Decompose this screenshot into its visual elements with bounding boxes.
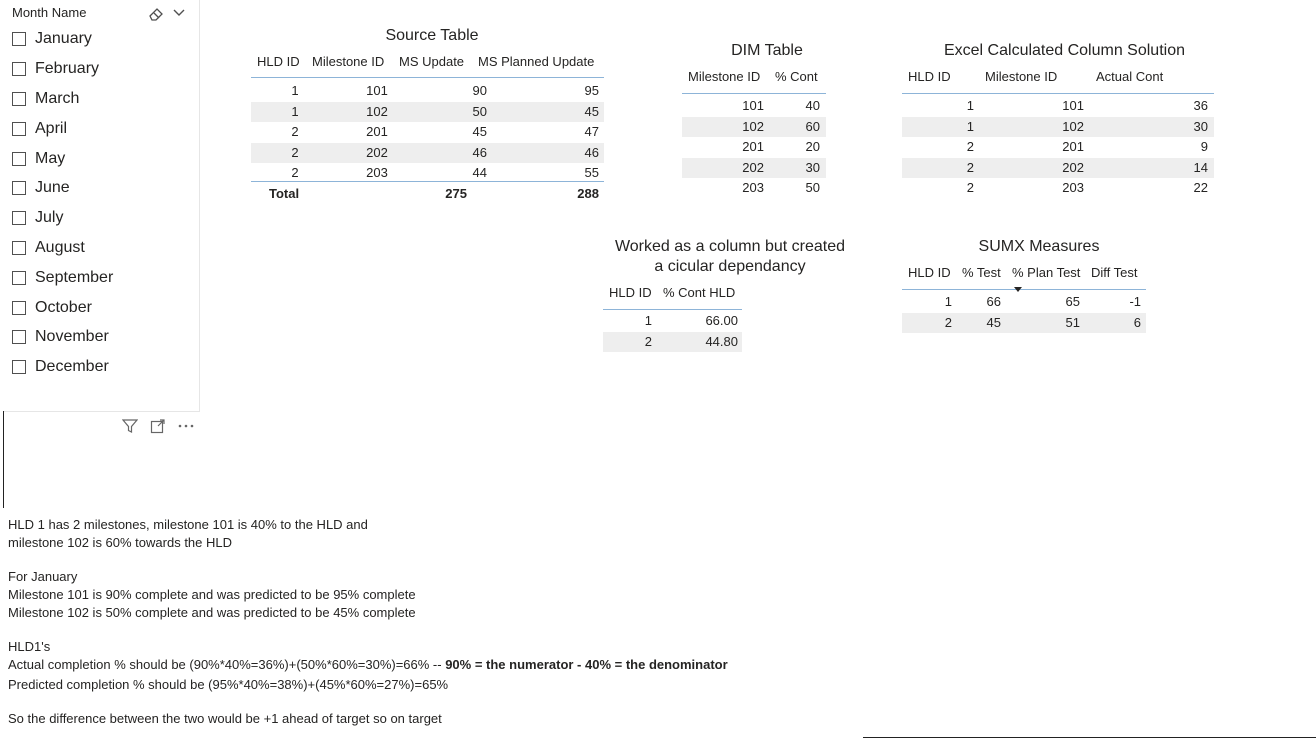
column-header[interactable]: MS Update [399, 54, 465, 69]
slicer-item-label: May [35, 150, 66, 167]
table-cell: 1 [966, 98, 974, 113]
table-cell: 203 [1062, 180, 1084, 196]
table-cell: 2 [966, 139, 974, 155]
slicer-item-label: March [35, 90, 80, 107]
slicer-item-label: December [35, 358, 109, 375]
slicer-item-label: April [35, 120, 68, 137]
table-cell: 60 [805, 118, 820, 134]
table-cell: 2 [944, 314, 952, 330]
table-cell: 51 [1065, 314, 1080, 330]
table-cell: 14 [1193, 159, 1208, 175]
checkbox[interactable] [12, 62, 26, 76]
column-table-title-1: Worked as a column but created [614, 238, 846, 255]
focus-mode-icon[interactable] [150, 418, 166, 439]
header-underline [603, 309, 742, 310]
table-cell: 101 [742, 98, 764, 113]
table-cell: 203 [742, 180, 764, 196]
table-cell: 1 [291, 83, 299, 98]
table-cell: 44 [472, 165, 487, 181]
table-cell: 44.80 [705, 333, 738, 349]
table-cell: 45 [986, 314, 1001, 330]
column-header[interactable]: HLD ID [908, 265, 951, 280]
column-header[interactable]: MS Planned Update [478, 54, 595, 69]
column-header[interactable]: % Test [962, 265, 1001, 280]
dim-table-title: DIM Table [731, 42, 803, 59]
slicer-item-april[interactable] [12, 118, 67, 140]
sort-descending-icon[interactable] [1013, 280, 1023, 298]
source-table-title: Source Table [385, 27, 479, 44]
note-line-4: Milestone 101 is 90% complete and was predicted to be 95% complete [8, 587, 416, 602]
checkbox[interactable] [12, 152, 26, 166]
excel-table-title: Excel Calculated Column Solution [943, 42, 1185, 59]
slicer-item-label: June [35, 179, 70, 196]
slicer-item-label: July [35, 209, 64, 226]
slicer-item-label: February [35, 60, 100, 77]
table-cell: 202 [1062, 159, 1084, 175]
slicer-item-label: January [35, 30, 92, 47]
slicer-item-label: October [35, 299, 92, 316]
table-cell: 203 [366, 165, 388, 181]
table-cell: 2 [966, 159, 974, 175]
note-line-5: Milestone 102 is 50% complete and was predicted to be 45% complete [8, 605, 416, 620]
column-header[interactable]: Milestone ID [688, 69, 761, 84]
slicer-item-june[interactable] [12, 177, 70, 199]
column-header[interactable]: Diff Test [1091, 265, 1138, 280]
table-cell: 202 [742, 159, 764, 175]
total-ms-planned: 288 [577, 186, 599, 201]
header-underline [902, 289, 1146, 290]
slicer-item-january[interactable] [12, 28, 92, 50]
note-line-7-bold: 90% = the numerator - 40% = the denominator [445, 657, 728, 672]
sumx-table-title: SUMX Measures [978, 238, 1100, 255]
note-line-2: milestone 102 is 60% towards the HLD [8, 535, 233, 550]
table-cell: 1 [291, 103, 299, 119]
note-line-7 [8, 657, 728, 672]
table-cell: 50 [472, 103, 487, 119]
checkbox[interactable] [12, 122, 26, 136]
column-header[interactable]: Milestone ID [312, 54, 385, 69]
header-underline [902, 93, 1214, 94]
table-cell: 46 [472, 144, 487, 160]
table-cell: 201 [742, 139, 764, 155]
checkbox[interactable] [12, 32, 26, 46]
divider [3, 411, 4, 508]
table-cell: 47 [584, 124, 599, 140]
header-underline [251, 77, 604, 78]
column-table-title-2: a cicular dependancy [654, 258, 806, 275]
table-cell: 45 [584, 103, 599, 119]
more-options-icon[interactable] [177, 418, 195, 439]
checkbox[interactable] [12, 211, 26, 225]
slicer-item-label: November [35, 328, 109, 345]
table-cell: 201 [1062, 139, 1084, 155]
note-line-3: For January [8, 569, 78, 584]
table-cell: 101 [366, 83, 388, 98]
table-cell: 46 [584, 144, 599, 160]
table-cell: 102 [366, 103, 388, 119]
slicer-item-august[interactable] [12, 237, 85, 259]
slicer-title: Month Name [12, 5, 87, 20]
checkbox[interactable] [12, 241, 26, 255]
column-header[interactable]: HLD ID [257, 54, 300, 69]
bottom-divider [863, 737, 1316, 738]
eraser-icon[interactable] [148, 5, 166, 26]
column-header[interactable]: HLD ID [609, 285, 652, 300]
table-cell: 2 [644, 333, 652, 349]
table-cell: 2 [966, 180, 974, 196]
column-header[interactable]: % Cont HLD [663, 285, 736, 300]
table-cell: 66.00 [705, 313, 738, 328]
checkbox[interactable] [12, 330, 26, 344]
table-cell: 30 [1193, 118, 1208, 134]
slicer-item-september[interactable] [12, 267, 113, 289]
slicer-item-december[interactable] [12, 356, 109, 378]
table-cell: 45 [472, 124, 487, 140]
table-cell: 101 [1062, 98, 1084, 113]
note-line-1: HLD 1 has 2 milestones, milestone 101 is 40% to the HLD and [8, 517, 368, 532]
checkbox[interactable] [12, 360, 26, 374]
total-ms-update: 275 [445, 186, 467, 201]
checkbox[interactable] [12, 271, 26, 285]
column-header[interactable]: Actual Cont [1096, 69, 1164, 84]
table-cell: 201 [366, 124, 388, 140]
table-cell: 30 [805, 159, 820, 175]
total-label: Total [269, 186, 300, 201]
table-cell: 1 [966, 118, 974, 134]
table-cell: 9 [1200, 139, 1208, 155]
slicer-item-label: September [35, 269, 114, 286]
column-header[interactable]: % Cont [775, 69, 818, 84]
slicer-item-march[interactable] [12, 88, 79, 110]
table-cell: 1 [944, 294, 952, 309]
table-cell: 90 [472, 83, 487, 98]
table-cell: 65 [1065, 294, 1080, 309]
note-line-8: Predicted completion % should be (95%*40%=38%)+(45%*60%=27%)=65% [8, 677, 449, 692]
note-line-7-text: Actual completion % should be (90%*40%=36%)+(50%*60%=30%)=66% -- [8, 657, 446, 672]
table-cell: 95 [584, 83, 599, 98]
slicer-item-may[interactable] [12, 148, 65, 170]
table-cell: 2 [291, 165, 299, 181]
column-header[interactable]: HLD ID [908, 69, 951, 84]
header-underline [682, 93, 826, 94]
table-cell: 202 [366, 144, 388, 160]
checkbox[interactable] [12, 181, 26, 195]
filter-icon[interactable] [122, 418, 138, 439]
slicer-item-label: August [35, 239, 85, 256]
total-line [251, 181, 604, 182]
slicer-item-november[interactable] [12, 326, 109, 348]
note-line-9: So the difference between the two would be +1 ahead of target so on target [8, 711, 442, 726]
table-cell: 20 [805, 139, 820, 155]
table-cell: -1 [1129, 294, 1141, 309]
checkbox[interactable] [12, 92, 26, 106]
table-cell: 1 [644, 313, 652, 328]
column-header[interactable]: Milestone ID [985, 69, 1058, 84]
slicer-item-october[interactable] [12, 297, 92, 319]
table-cell: 55 [584, 165, 599, 181]
slicer-item-february[interactable] [12, 58, 99, 80]
table-cell: 36 [1193, 98, 1208, 113]
column-header[interactable]: % Plan Test [1012, 265, 1081, 280]
slicer-item-july[interactable] [12, 207, 63, 229]
table-cell: 40 [805, 98, 820, 113]
table-cell: 50 [805, 180, 820, 196]
note-line-6: HLD1's [8, 639, 51, 654]
checkbox[interactable] [12, 301, 26, 315]
table-cell: 2 [291, 124, 299, 140]
table-cell: 102 [1062, 118, 1084, 134]
chevron-down-icon[interactable] [172, 5, 186, 26]
table-cell: 22 [1193, 180, 1208, 196]
table-cell: 6 [1133, 314, 1141, 330]
table-cell: 2 [291, 144, 299, 160]
table-cell: 102 [742, 118, 764, 134]
table-cell: 66 [986, 294, 1001, 309]
